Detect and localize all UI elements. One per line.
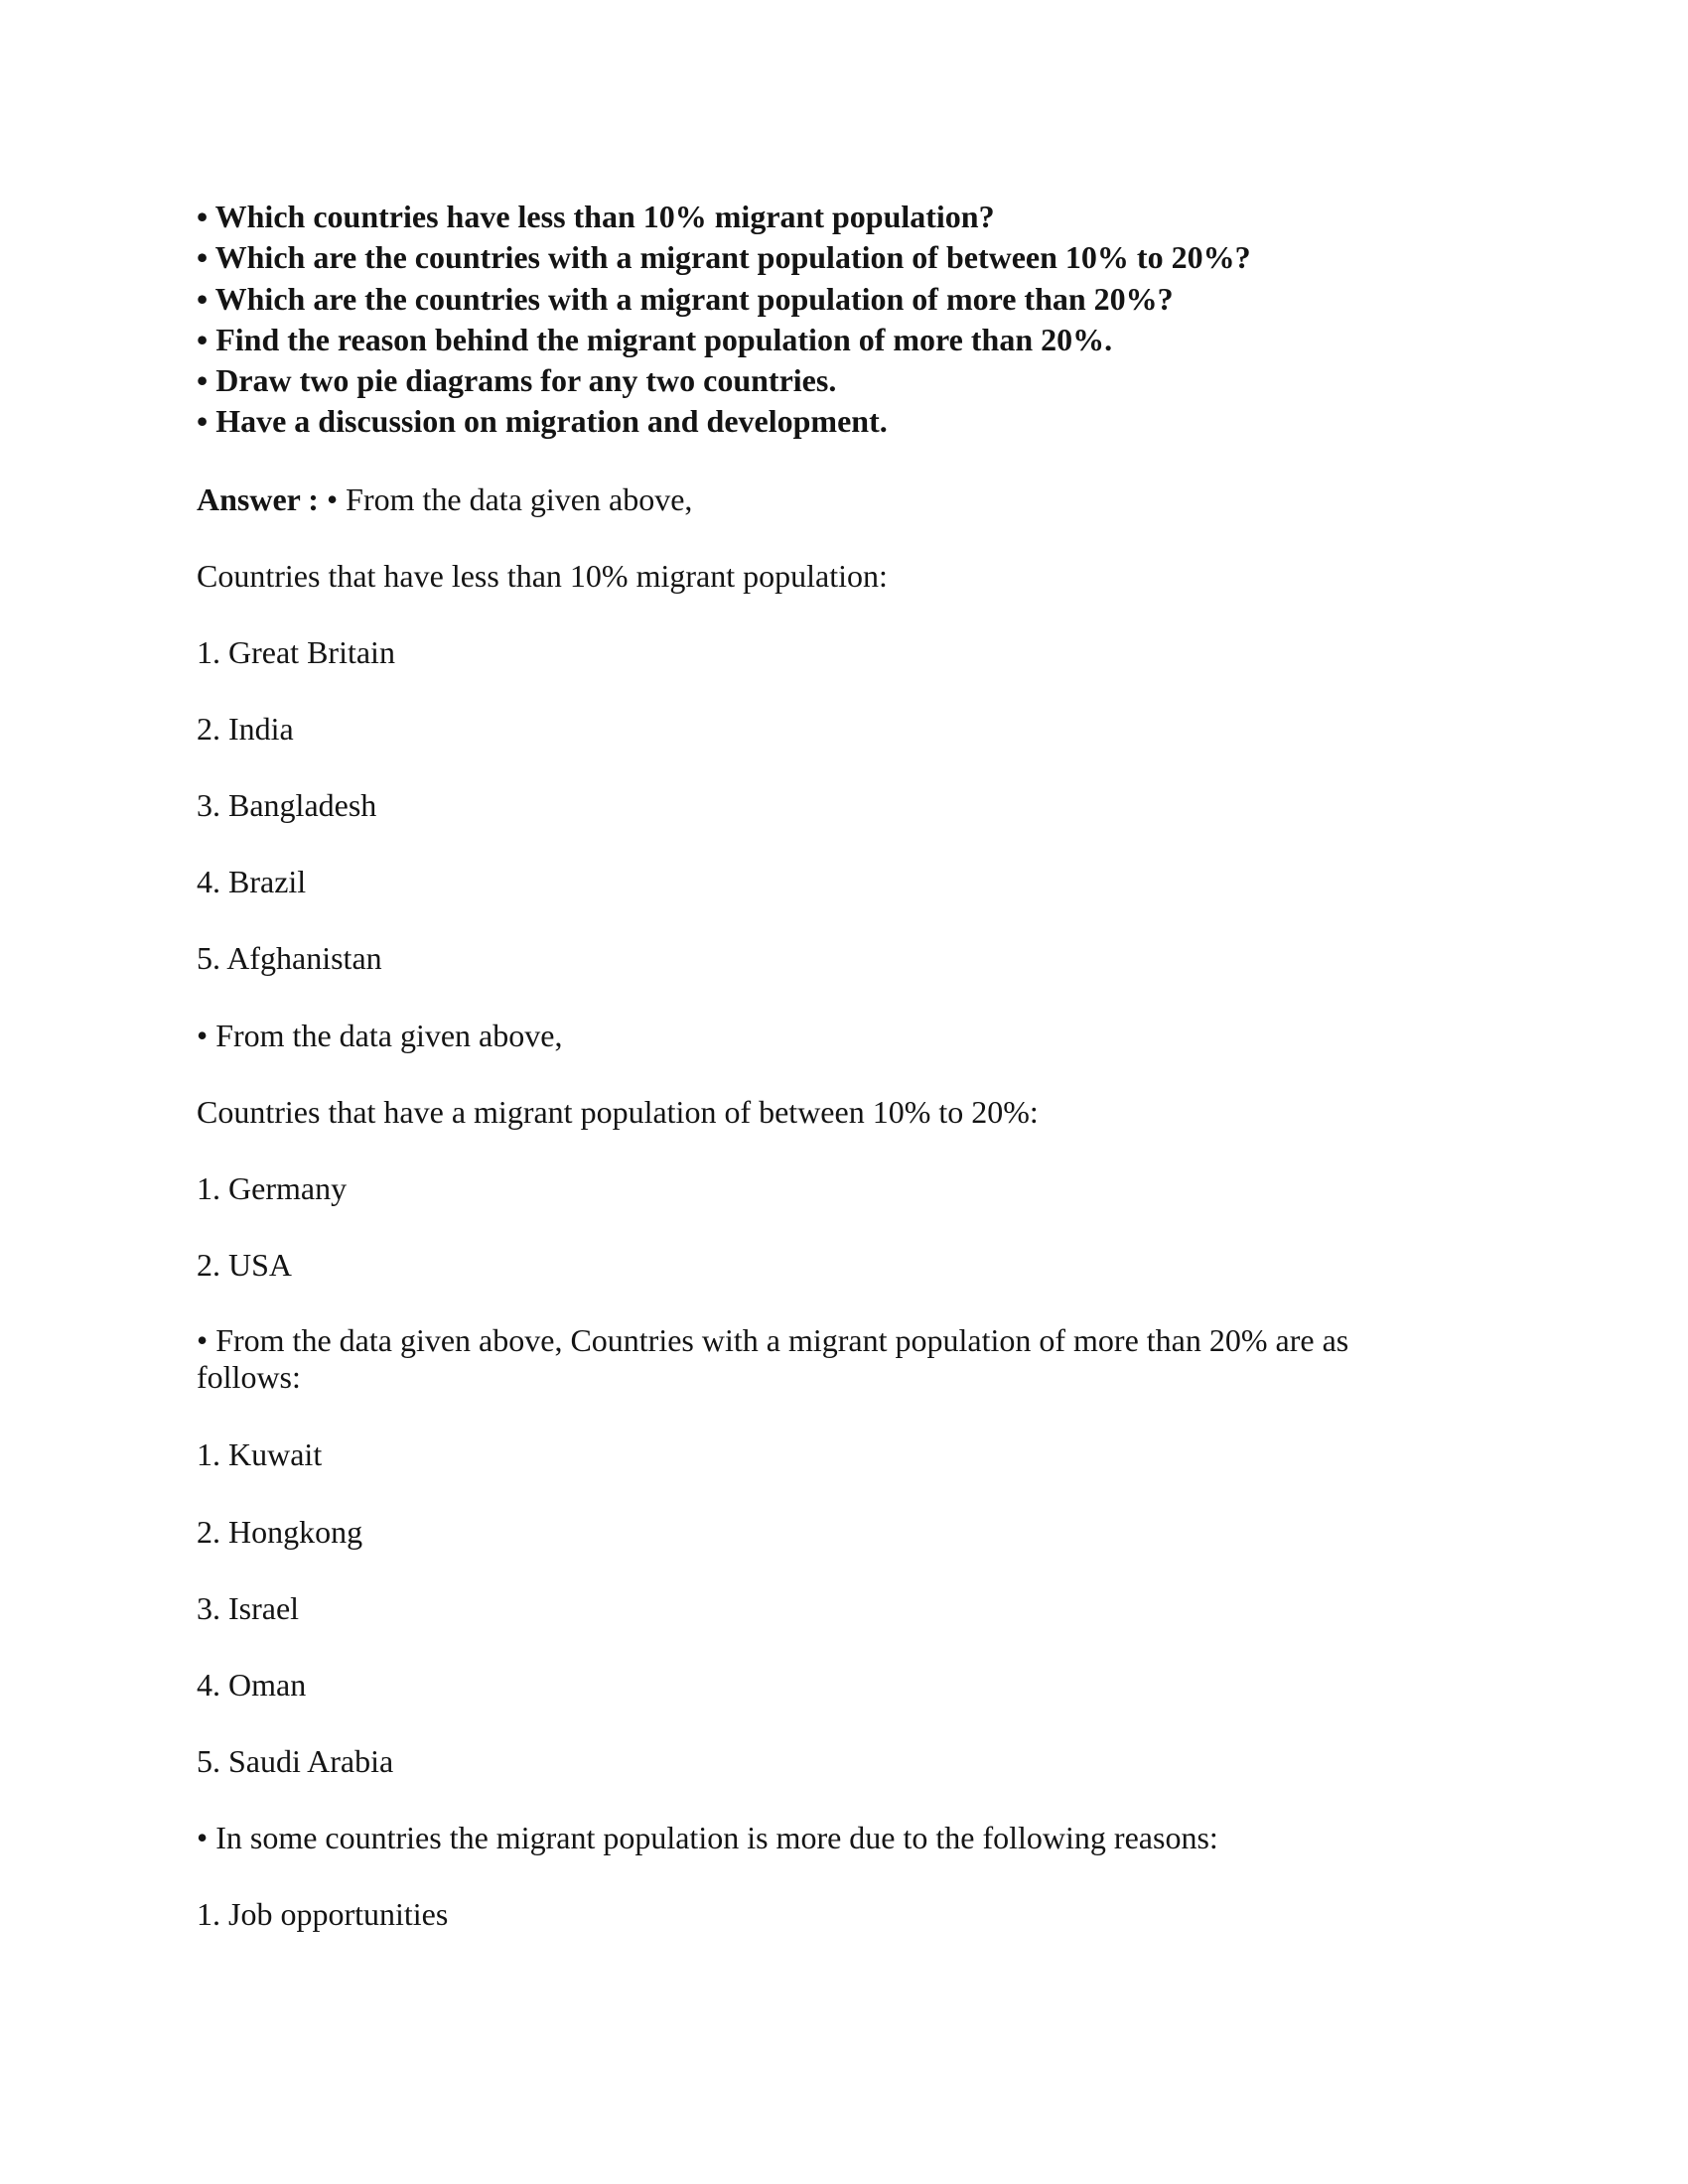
- list-item: 3. Bangladesh: [197, 787, 377, 823]
- question-2: • Which are the countries with a migrant population of between 10% to 20%?: [197, 239, 1251, 275]
- answer-label: Answer :: [197, 481, 327, 517]
- answer-intro-line: [197, 480, 1487, 518]
- question-5: • Draw two pie diagrams for any two countries.: [197, 362, 837, 398]
- list-item: 1. Great Britain: [197, 634, 395, 670]
- list-item: 3. Israel: [197, 1590, 300, 1626]
- question-6: • Have a discussion on migration and development.: [197, 403, 888, 439]
- between-10-20-heading: Countries that have a migrant population of between 10% to 20%:: [197, 1094, 1039, 1130]
- list-item: 1. Germany: [197, 1170, 348, 1206]
- list-item: 2. Hongkong: [197, 1514, 363, 1550]
- list-item: 4. Oman: [197, 1667, 307, 1703]
- less-than-10-heading: Countries that have less than 10% migrant population:: [197, 558, 888, 594]
- more-than-20-heading: • From the data given above, Countries with a migrant population of more than 20% are as follows:: [197, 1322, 1349, 1395]
- question-1: • Which countries have less than 10% migrant population?: [197, 199, 995, 234]
- list-item: 2. India: [197, 711, 294, 747]
- question-3: • Which are the countries with a migrant population of more than 20%?: [197, 281, 1174, 317]
- list-item: 5. Afghanistan: [197, 940, 382, 976]
- list-item: 5. Saudi Arabia: [197, 1743, 394, 1779]
- reasons-heading: • In some countries the migrant population is more due to the following reasons:: [197, 1820, 1218, 1855]
- question-4: • Find the reason behind the migrant population of more than 20%.: [197, 322, 1113, 357]
- between-10-20-intro: • From the data given above,: [197, 1018, 563, 1053]
- answer-intro: • From the data given above,: [326, 481, 693, 517]
- list-item: 4. Brazil: [197, 864, 307, 899]
- list-item: 2. USA: [197, 1247, 293, 1283]
- list-item: 1. Job opportunities: [197, 1896, 449, 1932]
- list-item: 1. Kuwait: [197, 1436, 323, 1472]
